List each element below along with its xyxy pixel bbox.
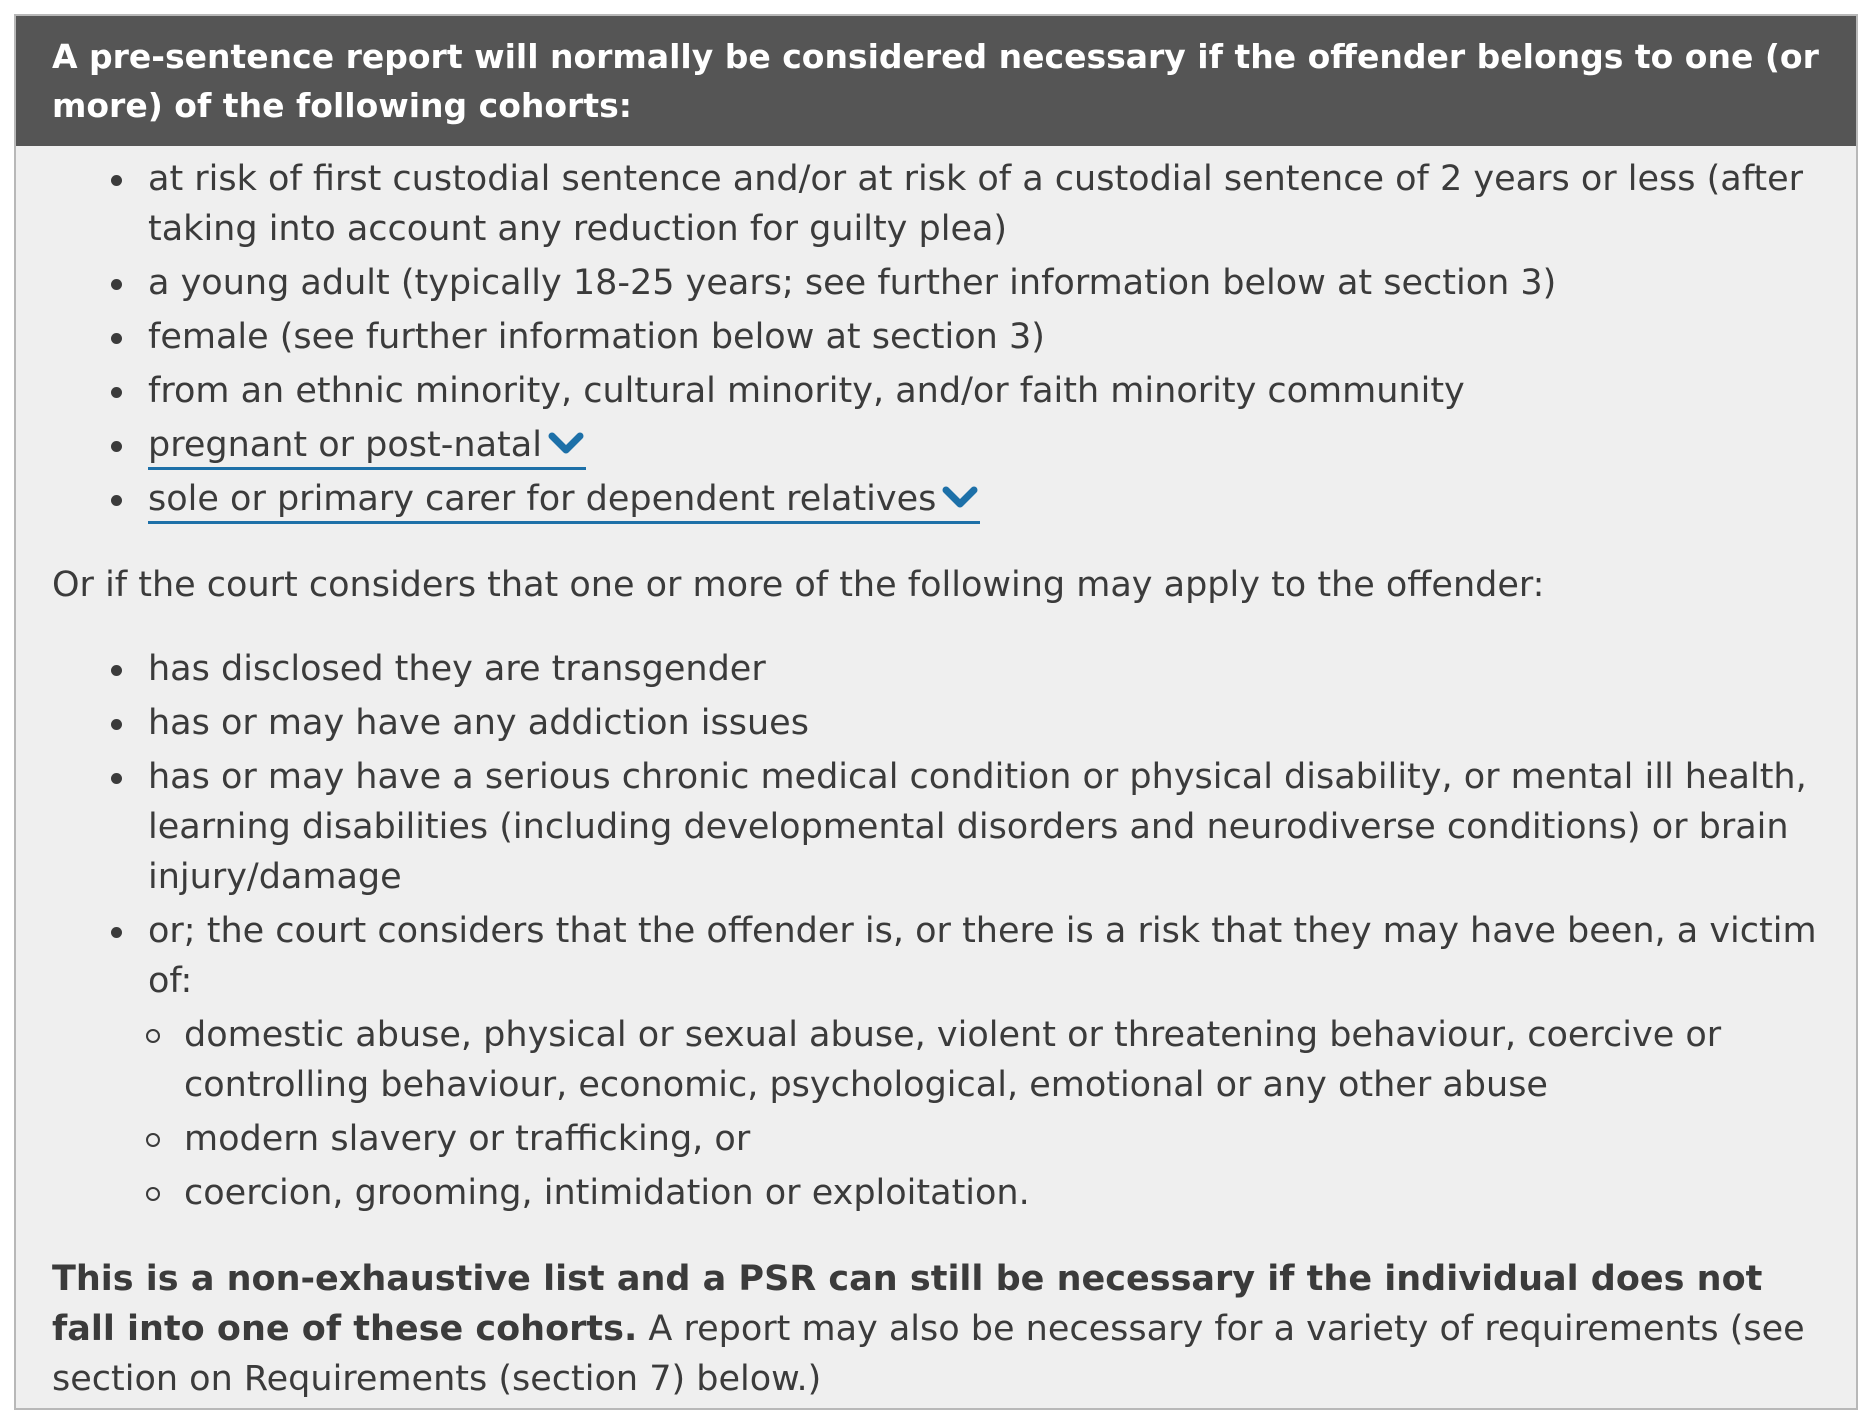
sublist-item: modern slavery or trafficking, or (184, 1114, 1820, 1164)
list-item: at risk of first custodial sentence and/or at risk of a custodial sentence of 2 years or less (after taking into account any reduction for guilty plea) (148, 154, 1820, 254)
final-rest-text: A report may also be necessary for a variety of requirements (see section on Requirements (section 7) below.) (52, 1309, 1805, 1399)
victim-sublist (52, 1010, 1820, 1218)
expand-link-label: pregnant or post-natal (148, 425, 542, 465)
chevron-down-icon (940, 482, 980, 512)
sublist-item: coercion, grooming, intimidation or exploitation. (184, 1168, 1820, 1218)
expand-link-carer[interactable] (148, 477, 980, 524)
list-item: has or may have any addiction issues (148, 698, 1820, 748)
list-item (148, 420, 1820, 470)
list-item: a young adult (typically 18-25 years; see further information below at section 3) (148, 258, 1820, 308)
list-item: has disclosed they are transgender (148, 644, 1820, 694)
info-box (14, 14, 1858, 1410)
conditions-list (52, 644, 1820, 1218)
list-item: from an ethnic minority, cultural minority, and/or faith minority community (148, 366, 1820, 416)
sublist-item: domestic abuse, physical or sexual abuse, violent or threatening behaviour, coercive or controlling behaviour, economic, psychological, emotional or any other abuse (184, 1010, 1820, 1110)
list-item (148, 474, 1820, 524)
expand-link-pregnant[interactable] (148, 423, 586, 470)
cohort-list (52, 154, 1820, 524)
or-paragraph: Or if the court considers that one or more of the following may apply to the offender: (52, 565, 1545, 605)
victim-intro: or; the court considers that the offender is, or there is a risk that they may have been, a victim of: (148, 911, 1817, 1001)
final-paragraph (52, 1254, 1820, 1404)
list-item: female (see further information below at section 3) (148, 312, 1820, 362)
final-bold-text: This is a non-exhaustive list and a PSR can still be necessary if the individual does not fall into one of these cohorts. (52, 1259, 1763, 1349)
box-header: A pre-sentence report will normally be considered necessary if the offender belongs to one (or more) of the following cohorts: (16, 16, 1856, 146)
chevron-down-icon (546, 428, 586, 458)
list-item (148, 906, 1820, 1218)
list-item: has or may have a serious chronic medical condition or physical disability, or mental ill health, learning disabilities (including developmental disorders and neurodiverse conditions) or brain injury/damage (148, 752, 1820, 902)
box-content (16, 154, 1856, 1404)
expand-link-label: sole or primary carer for dependent relatives (148, 479, 937, 519)
